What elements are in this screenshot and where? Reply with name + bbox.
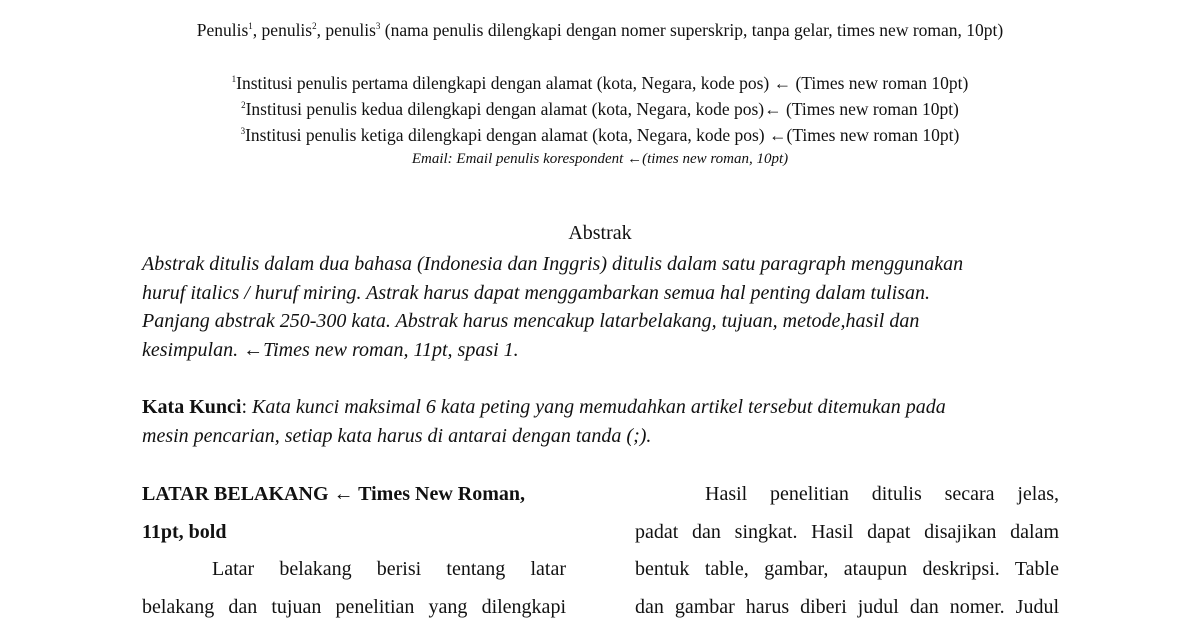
right-column (635, 476, 1059, 626)
author-3-superscript: 3 (375, 21, 381, 32)
affiliation-3-superscript: 3 (240, 126, 246, 137)
body-line: belakang dan tujuan penelitian yang dilengkapi (142, 595, 566, 618)
keywords-block (142, 393, 1062, 450)
abstract-title: Abstrak (568, 222, 632, 244)
affiliation-2 (0, 99, 1200, 120)
abstract-body (142, 250, 1062, 364)
affiliation-1 (0, 73, 1200, 94)
section-heading-cont: 11pt, bold (142, 520, 227, 543)
abstract-line: Panjang abstrak 250-300 kata. Abstrak harus mencakup latarbelakang, tujuan, metode,hasil dan (142, 310, 920, 332)
affiliation-3-text: Institusi penulis ketiga dilengkapi dengan alamat (kota, Negara, kode pos) ←(Times new roman 10pt) (245, 125, 960, 145)
author-3: , penulis (316, 20, 376, 40)
affiliation-3 (0, 125, 1200, 146)
abstract-line: huruf italics / huruf miring. Astrak harus dapat menggambarkan semua hal penting dalam tulisan. (142, 281, 930, 304)
keywords-text-2: mesin pencarian, setiap kata harus di antarai dengan tanda (;). (142, 424, 652, 447)
left-column (142, 476, 566, 626)
keywords-text-1: Kata kunci maksimal 6 kata peting yang memudahkan artikel tersebut ditemukan pada (252, 396, 946, 418)
affiliation-2-text: Institusi penulis kedua dilengkapi dengan alamat (kota, Negara, kode pos)← (Times new roman 10pt) (245, 99, 959, 119)
author-1: Penulis (196, 20, 249, 40)
keywords-line-2 (142, 422, 1062, 451)
author-2: , penulis (252, 20, 313, 40)
affiliation-1-text: Institusi penulis pertama dilengkapi dengan alamat (kota, Negara, kode pos) ← (Times new roman 10pt) (236, 73, 969, 93)
body-line: Hasil penelitian ditulis secara jelas, (705, 483, 1059, 505)
body-line: padat dan singkat. Hasil dapat disajikan dalam (635, 520, 1059, 543)
affiliation-2-superscript: 2 (241, 100, 246, 111)
author-line (0, 20, 1200, 41)
correspondence-email: Email: Email penulis korespondent ←(times new roman, 10pt) (411, 151, 789, 167)
section-heading: LATAR BELAKANG ← Times New Roman, (142, 483, 525, 505)
keywords-colon: : (241, 396, 253, 418)
body-line: bentuk table, gambar, ataupun deskripsi. Table (635, 558, 1059, 580)
author-2-superscript: 2 (312, 21, 317, 32)
keywords-label: Kata Kunci (142, 396, 242, 418)
body-line: Latar belakang berisi tentang latar (212, 558, 566, 580)
author-1-superscript: 1 (248, 21, 253, 32)
author-note: (nama penulis dilengkapi dengan nomer superskrip, tanpa gelar, times new roman, 10pt) (380, 20, 1004, 40)
affiliation-1-superscript: 1 (231, 74, 237, 85)
keywords-line-1 (142, 393, 1062, 422)
abstract-line: Abstrak ditulis dalam dua bahasa (Indonesia dan Inggris) ditulis dalam satu paragraph menggunakan (142, 253, 964, 275)
abstract-line: kesimpulan. ←Times new roman, 11pt, spasi 1. (142, 338, 519, 361)
body-line: dan gambar harus diberi judul dan nomer. Judul (635, 595, 1059, 618)
